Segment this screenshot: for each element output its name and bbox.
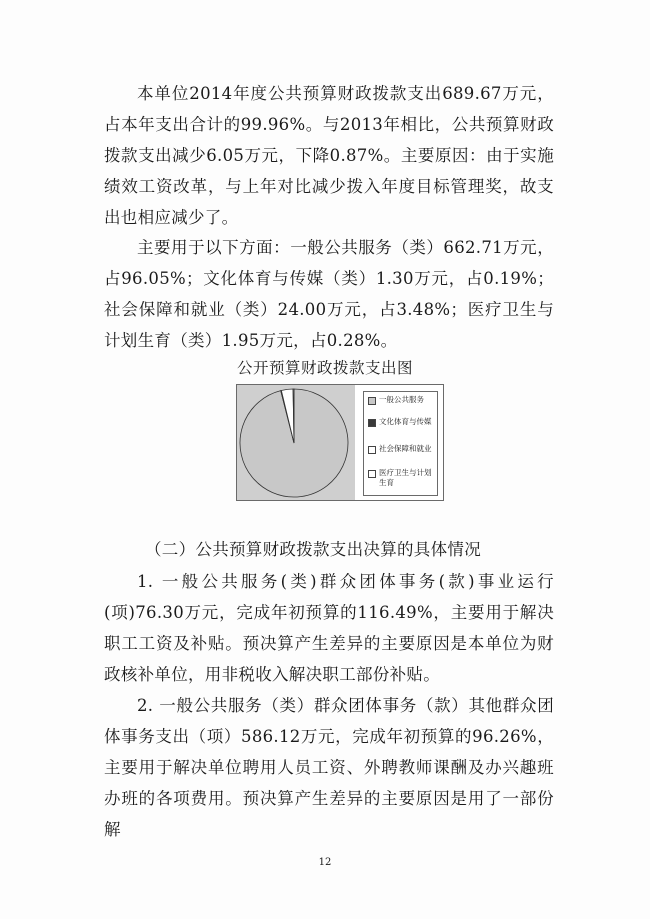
paragraph-expenditure-summary: 本单位2014年度公共预算财政拨款支出689.67万元，占本年支出合计的99.96%。与2013年相比，公共预算财政拨款支出减少6.05万元，下降0.87%。主要原因：由于实施绩效工资改革，与上年对比减少拨入年度目标管理奖，故支出也相应减少了。 [104,84,554,227]
chart-plot-area [237,385,355,500]
paragraph-item-2: 2. 一般公共服务（类）群众团体事务（款）其他群众团体事务支出（项）586.12万元，完成年初预算的96.26%，主要用于解决单位聘用人员工资、外聘教师课酬及办兴趣班办班的各项费用。预决算产生差异的主要原因是用了一部份解 [104,696,554,839]
legend-swatch-2 [368,446,376,454]
paragraph-expenditure-breakdown: 主要用于以下方面：一般公共服务（类）662.71万元，占96.05%；文化体育与传媒（类）1.30万元，占0.19%；社会保障和就业（类）24.00万元，占3.48%；医疗卫生与计划生育（类）1.95万元，占0.28%。 [104,238,554,350]
legend-swatch-0 [368,397,376,405]
pie-svg [237,385,355,500]
pie-chart [236,384,444,501]
legend-item-2 [368,444,434,454]
section-heading: （二）公共预算财政拨款支出决算的具体情况 [145,540,481,559]
legend-label-3: 医疗卫生与计划生育 [379,468,432,487]
legend-swatch-1 [368,419,376,427]
legend-item-1 [368,417,434,427]
legend-item-0 [368,395,434,405]
legend-label-1: 文化体育与传媒 [379,417,432,426]
legend-swatch-3 [368,470,376,478]
legend-label-0: 一般公共服务 [379,395,424,404]
chart-title: 公开预算财政拨款支出图 [236,359,413,377]
paragraph-item-1: 1. 一般公共服务(类)群众团体事务(款)事业运行(项)76.30万元，完成年初预算的116.49%，主要用于解决职工工资及补贴。预决算产生差异的主要原因是本单位为财政核补单位，用非税收入解决职工部份补贴。 [104,572,554,684]
legend-label-2: 社会保障和就业 [379,444,432,453]
page-number: 12 [318,857,332,868]
chart-legend [363,391,438,496]
legend-item-3 [368,468,434,488]
